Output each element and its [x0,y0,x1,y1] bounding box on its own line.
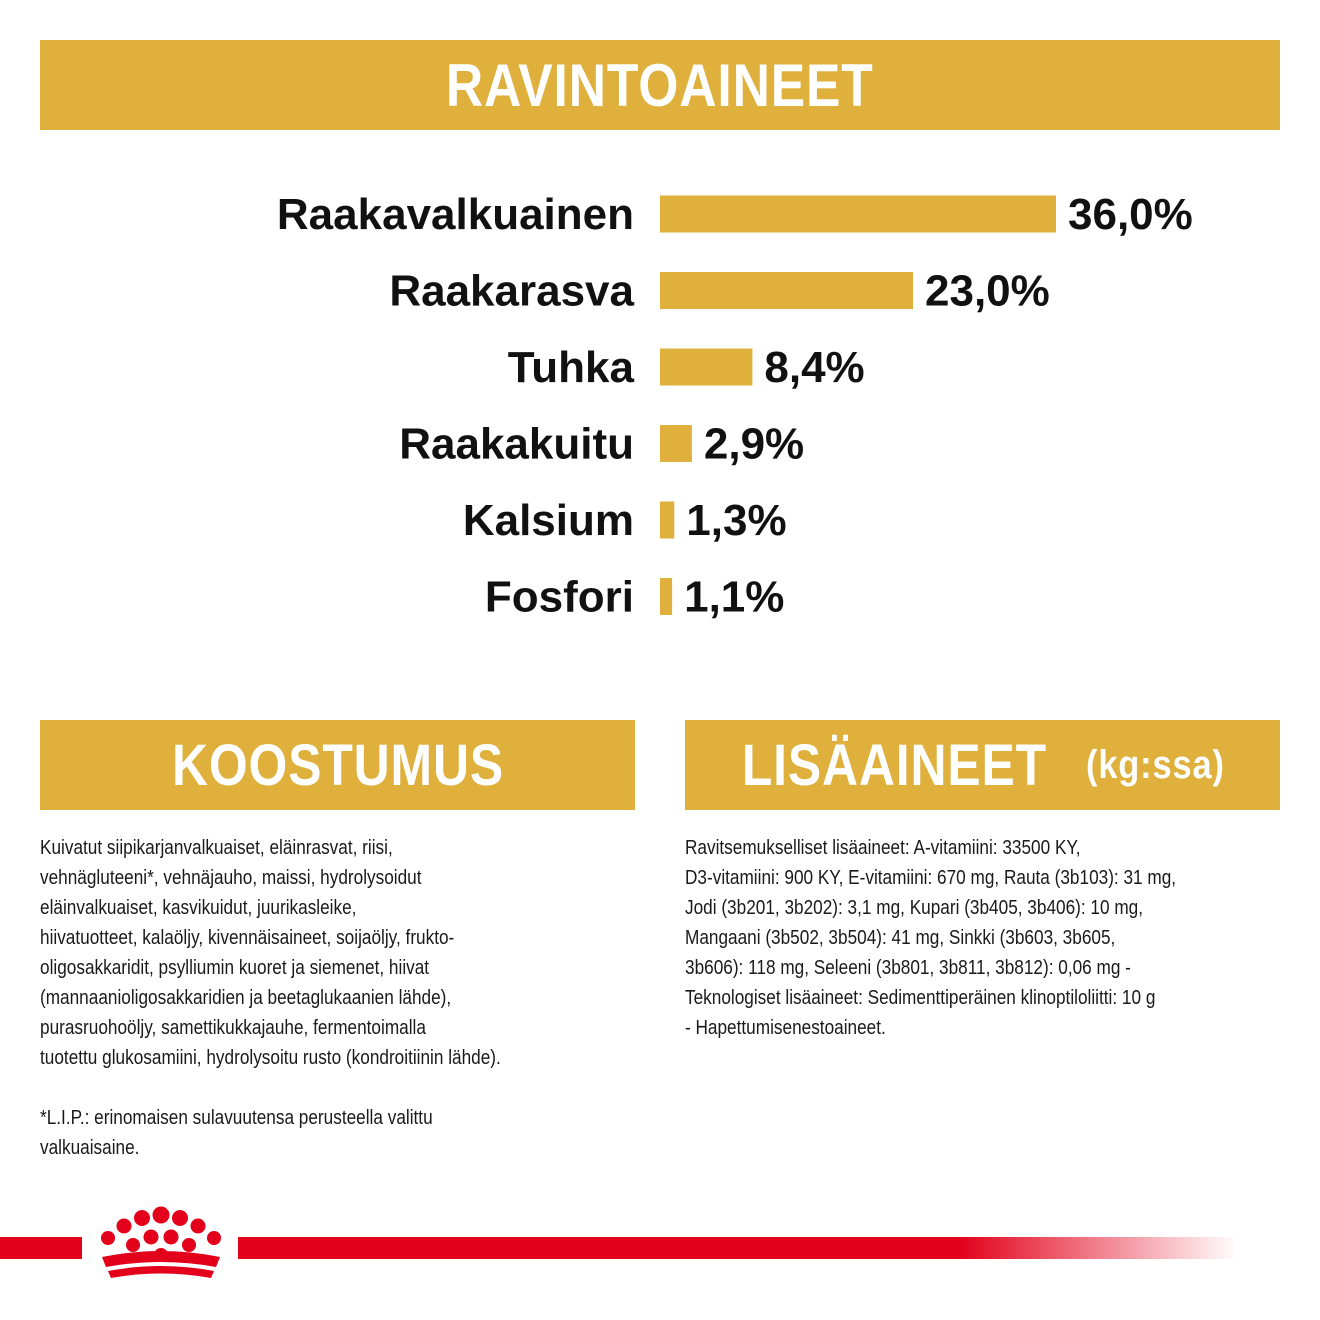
composition-line: (mannaanioligosakkaridien ja beetaglukaanien lähde), [40,987,452,1009]
additives-line: - Hapettumisenestoaineet. [685,1017,886,1039]
category-label: Fosfori [484,572,634,622]
composition-heading: KOOSTUMUS [171,732,504,798]
composition-banner [40,720,635,810]
composition-line: hiivatuotteet, kalaöljy, kivennäisaineet, soijaöljy, frukto- [40,927,455,949]
additives-banner [685,720,1280,810]
composition-line: purasruohoöljy, samettikukkajauhe, fermentoimalla [40,1017,426,1039]
value-label: 8,4% [764,343,865,392]
nutrients-heading: RAVINTOAINEET [446,51,874,119]
value-label: 36,0% [1068,190,1193,239]
additives-line: Mangaani (3b502, 3b504): 41 mg, Sinkki (3b603, 3b605, [685,927,1116,949]
bar [660,578,672,615]
brand-band-left [0,1237,82,1259]
additives-line: Ravitsemukselliset lisäaineet: A-vitamiini: 33500 KY, [685,837,1081,859]
composition-footnote-line: valkuaisaine. [40,1137,140,1159]
category-label: Raakavalkuainen [276,190,634,239]
additives-line: Teknologiset lisäaineet: Sedimenttiperäinen klinoptiloliitti: 10 g [685,987,1156,1009]
composition-footnote-line: *L.I.P.: erinomaisen sulavuutensa perusteella valittu [40,1107,433,1129]
composition-line: oligosakkaridit, psylliumin kuoret ja siemenet, hiivat [40,957,430,979]
brand-band-right [238,1237,1238,1259]
additives-text [685,833,1287,1043]
additives-line: D3-vitamiini: 900 KY, E-vitamiini: 670 mg, Rauta (3b103): 31 mg, [685,867,1177,889]
value-label: 1,1% [684,572,785,622]
composition-line: eläinvalkuaiset, kasvikuidut, juurikasleike, [40,897,357,919]
category-label: Tuhka [507,343,634,392]
bar [660,349,752,386]
nutrients-banner [40,40,1280,130]
value-label: 23,0% [925,266,1050,316]
value-label: 2,9% [703,419,805,469]
category-label: Raakakuitu [399,419,634,469]
nutrient-chart-rows [277,190,1193,622]
bar [660,272,913,309]
composition-line: Kuivatut siipikarjanvalkuaiset, eläinrasvat, riisi, [40,837,393,859]
bar [660,196,1056,233]
additives-heading: LISÄAINEET [742,732,1048,798]
additives-line: 3b606): 118 mg, Seleeni (3b801, 3b811, 3b812): 0,06 mg - [685,957,1131,979]
additives-heading-unit: (kg:ssa) [1086,742,1225,787]
bar [660,502,674,539]
additives-line: Jodi (3b201, 3b202): 3,1 mg, Kupari (3b405, 3b406): 10 mg, [685,897,1144,919]
composition-line: vehnägluteeni*, vehnäjauho, maissi, hydrolysoidut [40,867,422,889]
category-label: Raakarasva [389,266,634,316]
value-label: 1,3% [686,496,787,545]
composition-text [40,833,642,1163]
bar [660,425,692,462]
composition-line: tuotettu glukosamiini, hydrolysoitu rusto (kondroitiinin lähde). [40,1047,501,1069]
crown-icon [88,1205,234,1287]
category-label: Kalsium [462,496,634,545]
nutrient-bar-chart [0,170,1320,650]
